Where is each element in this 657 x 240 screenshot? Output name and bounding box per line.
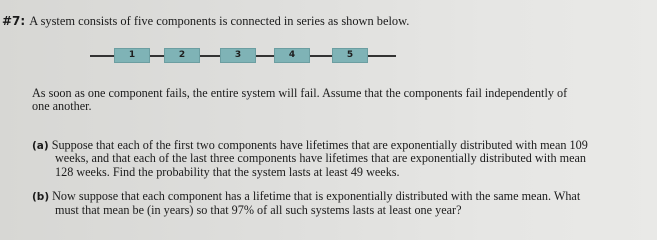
problem-number: #7: <box>2 14 26 28</box>
wire-2-3 <box>200 55 220 57</box>
part-a-line-2: weeks, and that each of the last three components have lifetimes that are exponentially distributed with mean <box>55 151 586 165</box>
component-5 <box>332 48 368 63</box>
wire-3-4 <box>256 55 274 57</box>
problem-statement: A system consists of five components is connected in series as shown below. <box>29 14 410 28</box>
wire-4-5 <box>310 55 332 57</box>
component-4-label: 4 <box>288 50 296 60</box>
part-a-line-3: 128 weeks. Find the probability that the system lasts at least 49 weeks. <box>55 165 400 179</box>
component-4 <box>274 48 310 63</box>
intro-line-2: one another. <box>32 99 92 113</box>
component-2-label: 2 <box>178 50 186 60</box>
wire-left <box>90 55 114 57</box>
component-3-label: 3 <box>234 50 242 60</box>
part-a-label: (a) <box>32 140 49 152</box>
wire-1-2 <box>150 55 164 57</box>
part-b-label: (b) <box>32 191 50 203</box>
part-a-text-1: Suppose that each of the first two components have lifetimes that are exponentially distributed with mean 109 <box>51 138 588 152</box>
component-2 <box>164 48 200 63</box>
intro-line-1: As soon as one component fails, the entire system will fail. Assume that the components fail independently of <box>32 86 568 100</box>
wire-right <box>368 55 396 57</box>
part-b-line-1 <box>32 189 580 204</box>
component-3 <box>220 48 256 63</box>
series-diagram <box>90 48 400 64</box>
problem-statement-line <box>2 14 409 28</box>
component-1-label: 1 <box>128 50 136 60</box>
part-b-line-2: must that mean be (in years) so that 97% of all such systems lasts at least one year? <box>55 203 462 217</box>
component-1 <box>114 48 150 63</box>
component-5-label: 5 <box>346 50 354 60</box>
part-b-text-1: Now suppose that each component has a lifetime that is exponentially distributed with the same mean. What <box>52 189 581 203</box>
